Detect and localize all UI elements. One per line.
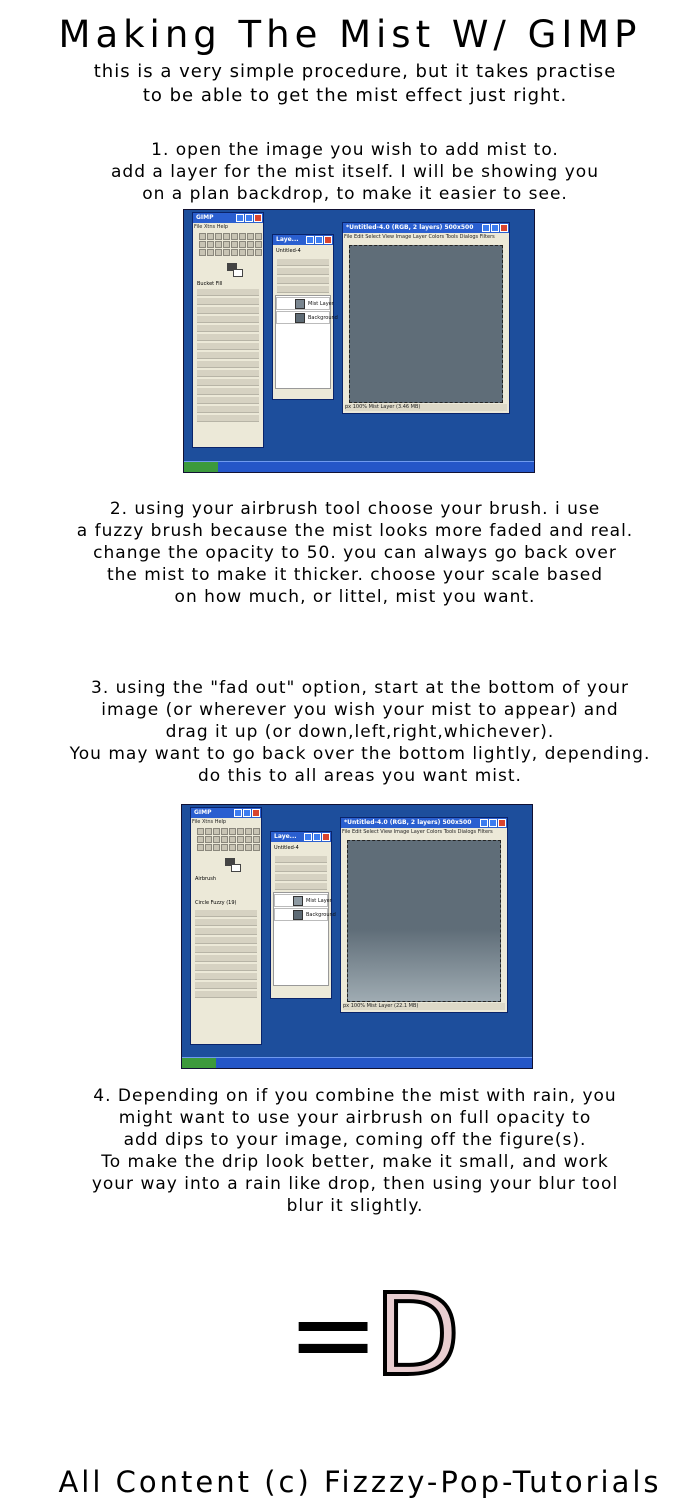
layer-row-background: Background xyxy=(274,908,328,921)
step-2-line: change the opacity to 50. you can always go back over xyxy=(93,543,617,563)
gimp-screenshot-step-1 xyxy=(183,209,535,473)
image-statusbar: px 100% Mist Layer (3.46 MB) xyxy=(345,404,507,411)
layer-row-mist: Mist Layer xyxy=(274,894,328,907)
layers-window xyxy=(272,234,338,400)
step-2-line: the mist to make it thicker. choose your scale based xyxy=(106,565,604,585)
step-3-line: You may want to go back over the bottom lightly, depending. xyxy=(69,744,651,764)
intro-text xyxy=(40,60,670,108)
step-3-text xyxy=(30,677,690,787)
background-color-swatch xyxy=(233,269,243,277)
step-4-line: add dips to your image, coming off the figure(s). xyxy=(123,1130,587,1150)
layer-row-background: Background xyxy=(276,311,330,324)
layers-window xyxy=(270,831,336,999)
toolbox-titlebar: GIMP xyxy=(191,808,261,818)
gimp-screenshot-step-3 xyxy=(181,804,533,1069)
step-2-line: 2. using your airbrush tool choose your brush. i use xyxy=(109,499,601,519)
image-statusbar: px 100% Mist Layer (22.1 MB) xyxy=(343,1003,505,1010)
background-color-swatch xyxy=(231,864,241,872)
step-3-line: 3. using the "fad out" option, start at the bottom of your xyxy=(91,678,629,698)
taskbar xyxy=(184,461,534,472)
page-title: Making The Mist W/ GIMP xyxy=(58,13,642,56)
tool-grid xyxy=(199,233,267,256)
step-1-text xyxy=(40,139,670,205)
start-button xyxy=(184,462,218,472)
step-4-line: might want to use your airbrush on full opacity to xyxy=(118,1108,592,1128)
tool-options-name: Airbrush xyxy=(195,876,217,882)
intro-line: to be able to get the mist effect just right. xyxy=(142,85,568,106)
layers-titlebar: Laye... xyxy=(271,832,331,842)
step-1-line: add a layer for the mist itself. I will be showing you xyxy=(111,162,599,182)
image-window xyxy=(340,817,508,1013)
smiley-mouth: D xyxy=(374,1276,461,1396)
intro-line: this is a very simple procedure, but it takes practise xyxy=(93,61,617,82)
toolbox-window xyxy=(192,212,264,448)
image-window xyxy=(342,222,510,414)
step-3-line: image (or wherever you wish your mist to appear) and xyxy=(101,700,619,720)
step-2-line: on how much, or littel, mist you want. xyxy=(174,587,536,607)
toolbox-titlebar: GIMP xyxy=(193,213,263,223)
toolbox-menubar: File Xtns Help xyxy=(192,819,227,825)
taskbar xyxy=(182,1057,532,1068)
smiley-emoticon xyxy=(282,1276,482,1396)
mist-effect xyxy=(348,929,500,1001)
step-3-line: drag it up (or down,left,right,whichever). xyxy=(165,722,555,742)
copyright-footer: All Content (c) Fizzzy-Pop-Tutorials xyxy=(58,1465,662,1499)
start-button xyxy=(182,1058,216,1068)
tool-options xyxy=(195,910,257,1000)
step-1-line: 1. open the image you wish to add mist to. xyxy=(151,140,559,160)
layers-image-select: Untitled-4 xyxy=(276,248,301,254)
tool-options-name: Bucket Fill xyxy=(197,281,223,287)
smiley-eyes: = xyxy=(287,1276,380,1396)
step-1-line: on a plan backdrop, to make it easier to see. xyxy=(142,184,568,204)
tool-options xyxy=(197,289,259,424)
toolbox-menubar: File Xtns Help xyxy=(194,224,229,230)
image-menubar: File Edit Select View Image Layer Colors Tools Dialogs Filters xyxy=(344,234,495,240)
step-2-text xyxy=(40,498,670,608)
step-4-line: your way into a rain like drop, then using your blur tool xyxy=(91,1174,619,1194)
layer-row-mist: Mist Layer xyxy=(276,297,330,310)
image-canvas xyxy=(349,245,503,403)
layers-titlebar: Laye... xyxy=(273,235,333,245)
layers-image-select: Untitled-4 xyxy=(274,845,299,851)
step-4-line: To make the drip look better, make it small, and work xyxy=(101,1152,609,1172)
brush-name: Circle Fuzzy (19) xyxy=(195,900,237,906)
image-titlebar: *Untitled-4.0 (RGB, 2 layers) 500x500 xyxy=(341,818,507,828)
step-4-line: blur it slightly. xyxy=(286,1196,424,1216)
toolbox-window xyxy=(190,807,262,1045)
step-2-line: a fuzzy brush because the mist looks more faded and real. xyxy=(76,521,634,541)
step-4-line: 4. Depending on if you combine the mist with rain, you xyxy=(93,1086,617,1106)
image-menubar: File Edit Select View Image Layer Colors Tools Dialogs Filters xyxy=(342,829,493,835)
tool-grid xyxy=(197,828,265,851)
image-titlebar: *Untitled-4.0 (RGB, 2 layers) 500x500 xyxy=(343,223,509,233)
step-4-text xyxy=(40,1085,670,1217)
step-3-line: do this to all areas you want mist. xyxy=(198,766,522,786)
image-canvas-with-mist xyxy=(347,840,501,1002)
